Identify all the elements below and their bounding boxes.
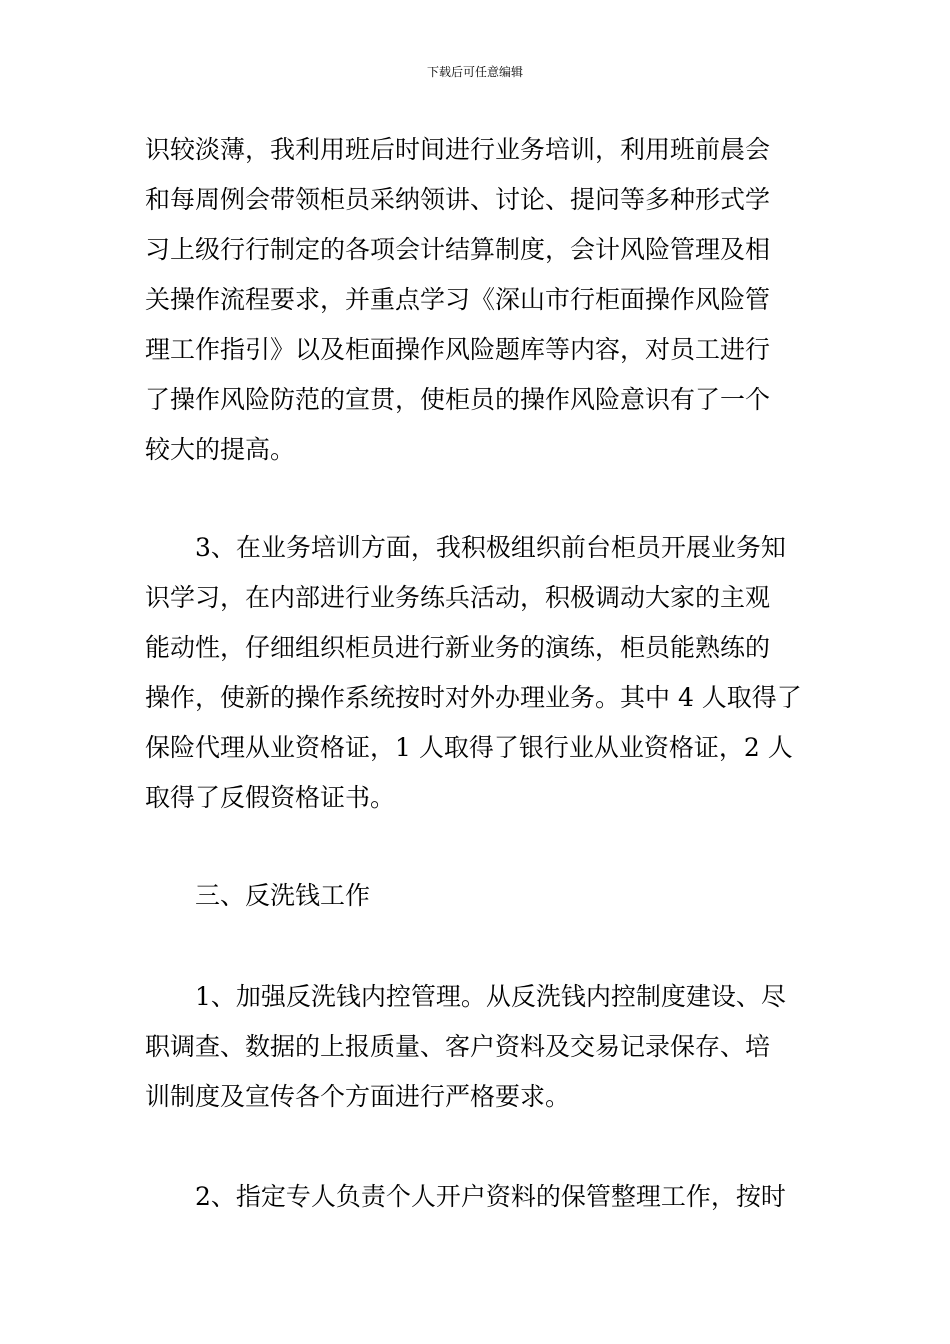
paragraph-line: 习上级行行制定的各项会计结算制度，会计风险管理及相 [145,235,771,264]
paragraph-line: 职调查、数据的上报质量、客户资料及交易记录保存、培 [145,1032,771,1061]
paragraph-line: 2、指定专人负责个人开户资料的保管整理工作，按时 [195,1182,786,1211]
paragraph-line: 取得了反假资格证书。 [145,783,396,812]
paragraph-line: 理工作指引》以及柜面操作风险题库等内容，对员工进行 [145,335,771,364]
page-header: 下载后可任意编辑 [426,65,523,79]
paragraph-line: 识学习，在内部进行业务练兵活动，积极调动大家的主观 [145,583,771,612]
paragraph-line: 能动性，仔细组织柜员进行新业务的演练，柜员能熟练的 [145,633,771,662]
paragraph-1 [145,125,815,475]
paragraph-line: 保险代理从业资格证，1 人取得了银行业从业资格证，2 人 [145,733,793,762]
paragraph-line: 3、在业务培训方面，我积极组织前台柜员开展业务知 [195,533,786,562]
paragraph-line: 识较淡薄，我利用班后时间进行业务培训，利用班前晨会 [145,135,771,164]
paragraph-3 [145,972,815,1122]
paragraph-4 [145,1172,815,1222]
paragraph-line: 1、加强反洗钱内控管理。从反洗钱内控制度建设、尽 [195,982,786,1011]
paragraph-line: 关操作流程要求，并重点学习《深山市行柜面操作风险管 [145,285,771,314]
section-heading [145,871,815,921]
paragraph-line: 了操作风险防范的宣贯，使柜员的操作风险意识有了一个 [145,385,771,414]
heading-line: 三、反洗钱工作 [195,881,371,910]
paragraph-2 [145,523,815,823]
paragraph-line: 训制度及宣传各个方面进行严格要求。 [145,1082,571,1111]
paragraph-line: 和每周例会带领柜员采纳领讲、讨论、提问等多种形式学 [145,185,771,214]
paragraph-line: 较大的提高。 [145,435,296,464]
paragraph-line: 操作，使新的操作系统按时对外办理业务。其中 4 人取得了 [145,683,802,712]
